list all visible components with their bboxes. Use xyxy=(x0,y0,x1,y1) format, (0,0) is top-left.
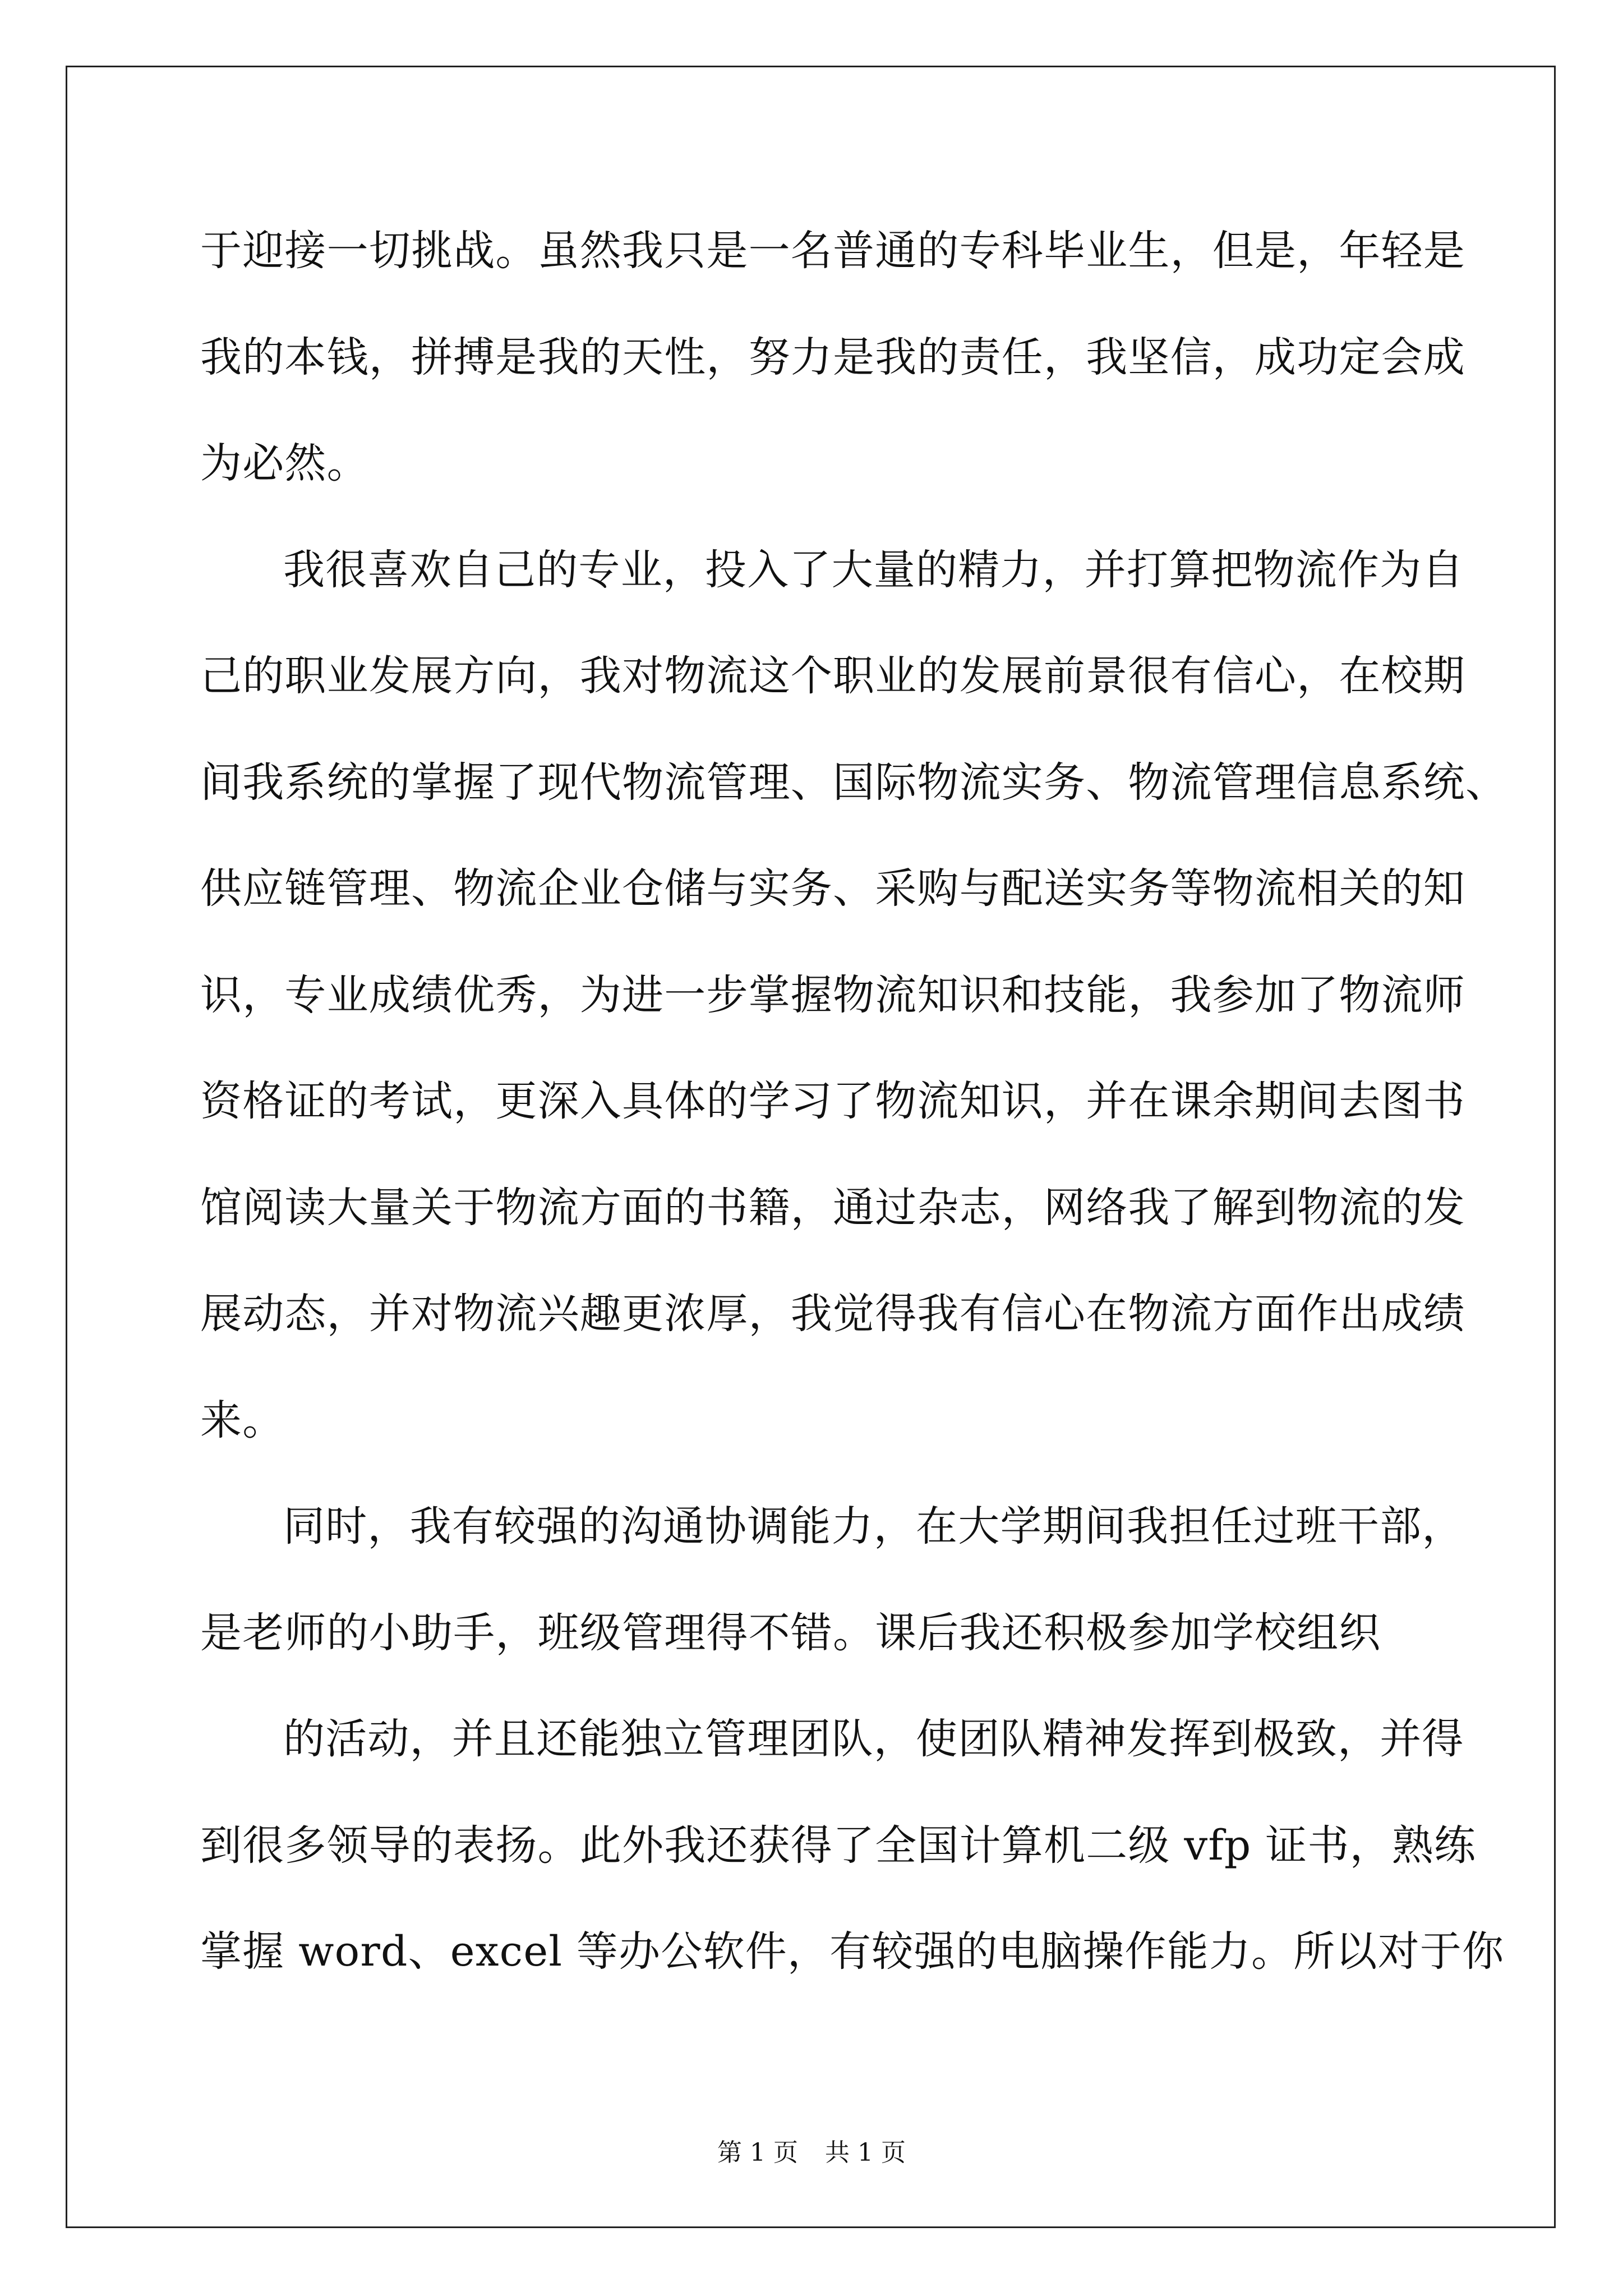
text-line: 我的本钱，拼搏是我的天性，努力是我的责任，我坚信，成功定会成 xyxy=(200,333,1465,381)
text-line: 供应链管理、物流企业仓储与实务、采购与配送实务等物流相关的知 xyxy=(200,864,1465,913)
page-number: 第 1 页 xyxy=(717,2138,798,2167)
paragraph-start-line: 的活动，并且还能独立管理团队，使团队精神发挥到极致，并得 xyxy=(283,1715,1464,1763)
document-body xyxy=(200,220,1508,2027)
text-line: 馆阅读大量关于物流方面的书籍，通过杂志，网络我了解到物流的发 xyxy=(200,1183,1465,1232)
text-line: 间我系统的掌握了现代物流管理、国际物流实务、物流管理信息系统、 xyxy=(200,758,1508,807)
text-line: 掌握 word、excel 等办公软件，有较强的电脑操作能力。所以对于你 xyxy=(200,1927,1505,1976)
text-line: 于迎接一切挑战。虽然我只是一名普通的专科毕业生，但是，年轻是 xyxy=(200,227,1465,275)
text-line: 来。 xyxy=(200,1396,285,1444)
text-line: 为必然。 xyxy=(200,439,369,487)
text-line: 识，专业成绩优秀，为进一步掌握物流知识和技能，我参加了物流师 xyxy=(200,970,1465,1019)
page-footer xyxy=(0,2136,1623,2170)
text-line: 资格证的考试，更深入具体的学习了物流知识，并在课余期间去图书 xyxy=(200,1077,1465,1125)
text-line: 己的职业发展方向，我对物流这个职业的发展前景很有信心，在校期 xyxy=(200,652,1465,700)
text-line: 是老师的小助手，班级管理得不错。课后我还积极参加学校组织 xyxy=(200,1608,1381,1657)
text-line: 展动态，并对物流兴趣更浓厚，我觉得我有信心在物流方面作出成绩 xyxy=(200,1290,1465,1338)
page-total: 共 1 页 xyxy=(825,2138,906,2167)
text-line: 到很多领导的表扬。此外我还获得了全国计算机二级 vfp 证书，熟练 xyxy=(200,1821,1477,1870)
paragraph-start-line: 同时，我有较强的沟通协调能力，在大学期间我担任过班干部， xyxy=(283,1502,1464,1550)
paragraph-start-line: 我很喜欢自己的专业，投入了大量的精力，并打算把物流作为自 xyxy=(283,545,1464,594)
